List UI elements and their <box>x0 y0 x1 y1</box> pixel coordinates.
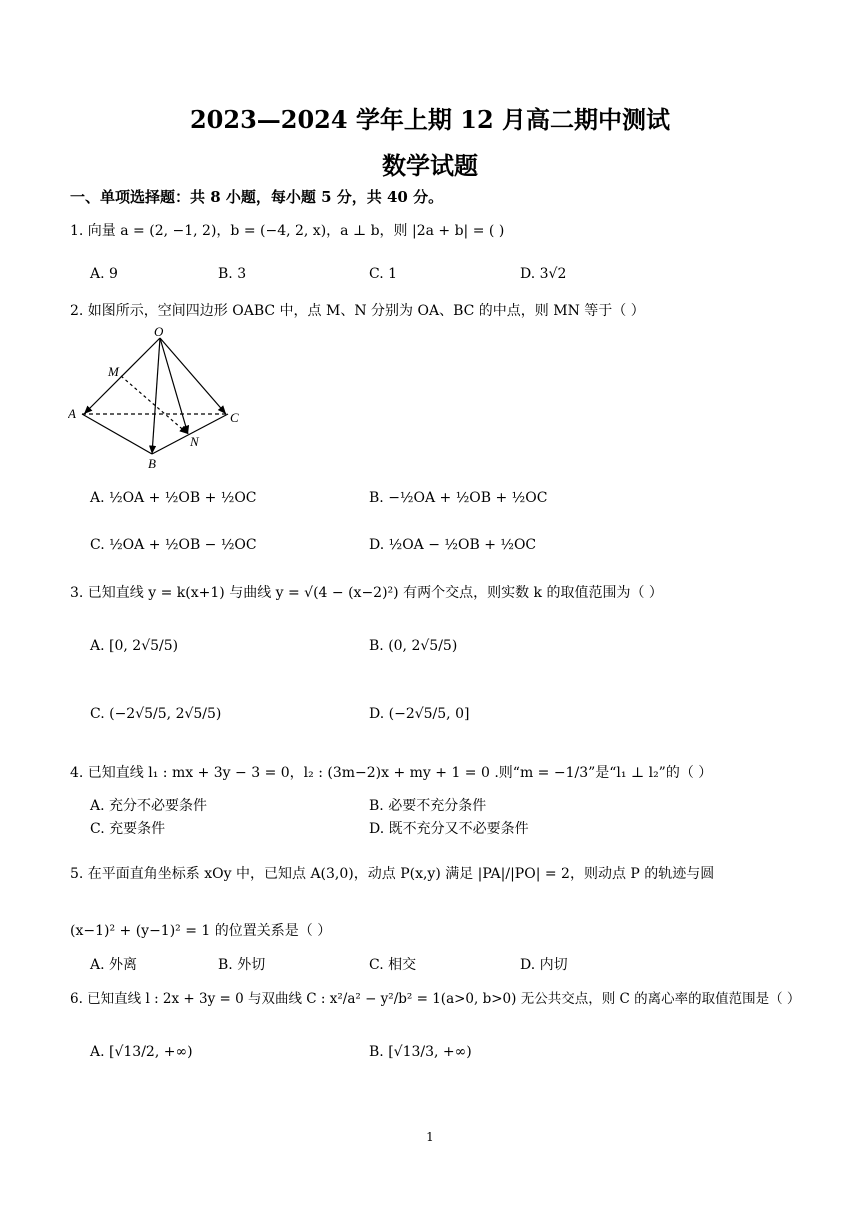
label-c: C <box>230 410 239 425</box>
edge-oc <box>160 338 226 414</box>
question-3-option-a: A. [0, 2√5/5) <box>90 638 179 654</box>
question-1-option-b: B. 3 <box>218 266 247 282</box>
edge-ab <box>82 414 152 454</box>
question-4-option-b: B. 必要不充分条件 <box>369 798 487 814</box>
question-6-stem: 6. 已知直线 l : 2x + 3y = 0 与双曲线 C : x²/a² − y²/b² = 1(a>0, b>0) 无公共交点，则 C 的离心率的取值范围是（ ） <box>70 991 801 1007</box>
question-5-stem-continued: (x−1)² + (y−1)² = 1 的位置关系是（ ） <box>70 923 332 939</box>
question-4-stem: 4. 已知直线 l₁ : mx + 3y − 3 = 0，l₂ : (3m−2)x + my + 1 = 0 .则“m = −1/3”是“l₁ ⊥ l₂”的（ ） <box>70 765 713 781</box>
page-title: 2023—2024 学年上期 12 月高二期中测试 <box>189 105 671 134</box>
edge-ob <box>152 338 160 454</box>
question-1-stem: 1. 向量 a = (2, −1, 2)，b = (−4, 2, x)，a ⊥ b，则 |2a + b| = ( ) <box>70 223 505 239</box>
label-b: B <box>148 456 156 471</box>
question-4-option-a: A. 充分不必要条件 <box>90 798 208 814</box>
question-5-option-d: D. 内切 <box>520 957 568 973</box>
question-2-stem: 2. 如图所示，空间四边形 OABC 中，点 M、N 分别为 OA、BC 的中点，则 MN 等于（ ） <box>70 303 645 319</box>
question-5-option-a: A. 外离 <box>90 957 138 973</box>
question-3-option-b: B. (0, 2√5/5) <box>369 638 458 654</box>
question-2-option-c: C. ½OA + ½OB − ½OC <box>90 537 257 553</box>
edge-oa <box>84 338 160 414</box>
question-4-option-c: C. 充要条件 <box>90 821 166 837</box>
label-n: N <box>190 434 199 449</box>
label-o: O <box>154 326 164 339</box>
tetrahedron-figure <box>68 326 248 476</box>
question-2-option-b: B. −½OA + ½OB + ½OC <box>369 490 548 506</box>
label-m: M <box>108 364 119 379</box>
question-1-option-a: A. 9 <box>90 266 118 282</box>
question-3-stem: 3. 已知直线 y = k(x+1) 与曲线 y = √(4 − (x−2)²) 有两个交点，则实数 k 的取值范围为（ ） <box>70 585 663 601</box>
question-2-option-a: A. ½OA + ½OB + ½OC <box>90 490 257 506</box>
question-6-option-a: A. [√13/2, +∞) <box>90 1044 193 1060</box>
label-a: A <box>68 406 76 421</box>
question-3-option-c: C. (−2√5/5, 2√5/5) <box>90 706 222 722</box>
question-4-option-d: D. 既不充分又不必要条件 <box>369 821 529 837</box>
question-5-option-b: B. 外切 <box>218 957 266 973</box>
edge-on <box>160 338 188 434</box>
section-heading: 一、单项选择题：共 8 小题，每小题 5 分，共 40 分。 <box>70 188 444 206</box>
question-1-option-c: C. 1 <box>369 266 398 282</box>
question-1-option-d: D. 3√2 <box>520 266 567 282</box>
question-3-option-d: D. (−2√5/5, 0] <box>369 706 470 722</box>
question-6-option-b: B. [√13/3, +∞) <box>369 1044 472 1060</box>
page-number: 1 <box>426 1130 434 1144</box>
question-2-option-d: D. ½OA − ½OB + ½OC <box>369 537 537 553</box>
page-subtitle: 数学试题 <box>382 151 478 180</box>
question-5-option-c: C. 相交 <box>369 957 417 973</box>
question-5-stem: 5. 在平面直角坐标系 xOy 中，已知点 A(3,0)，动点 P(x,y) 满足 |PA|/|PO| = 2，则动点 P 的轨迹与圆 <box>70 866 715 882</box>
